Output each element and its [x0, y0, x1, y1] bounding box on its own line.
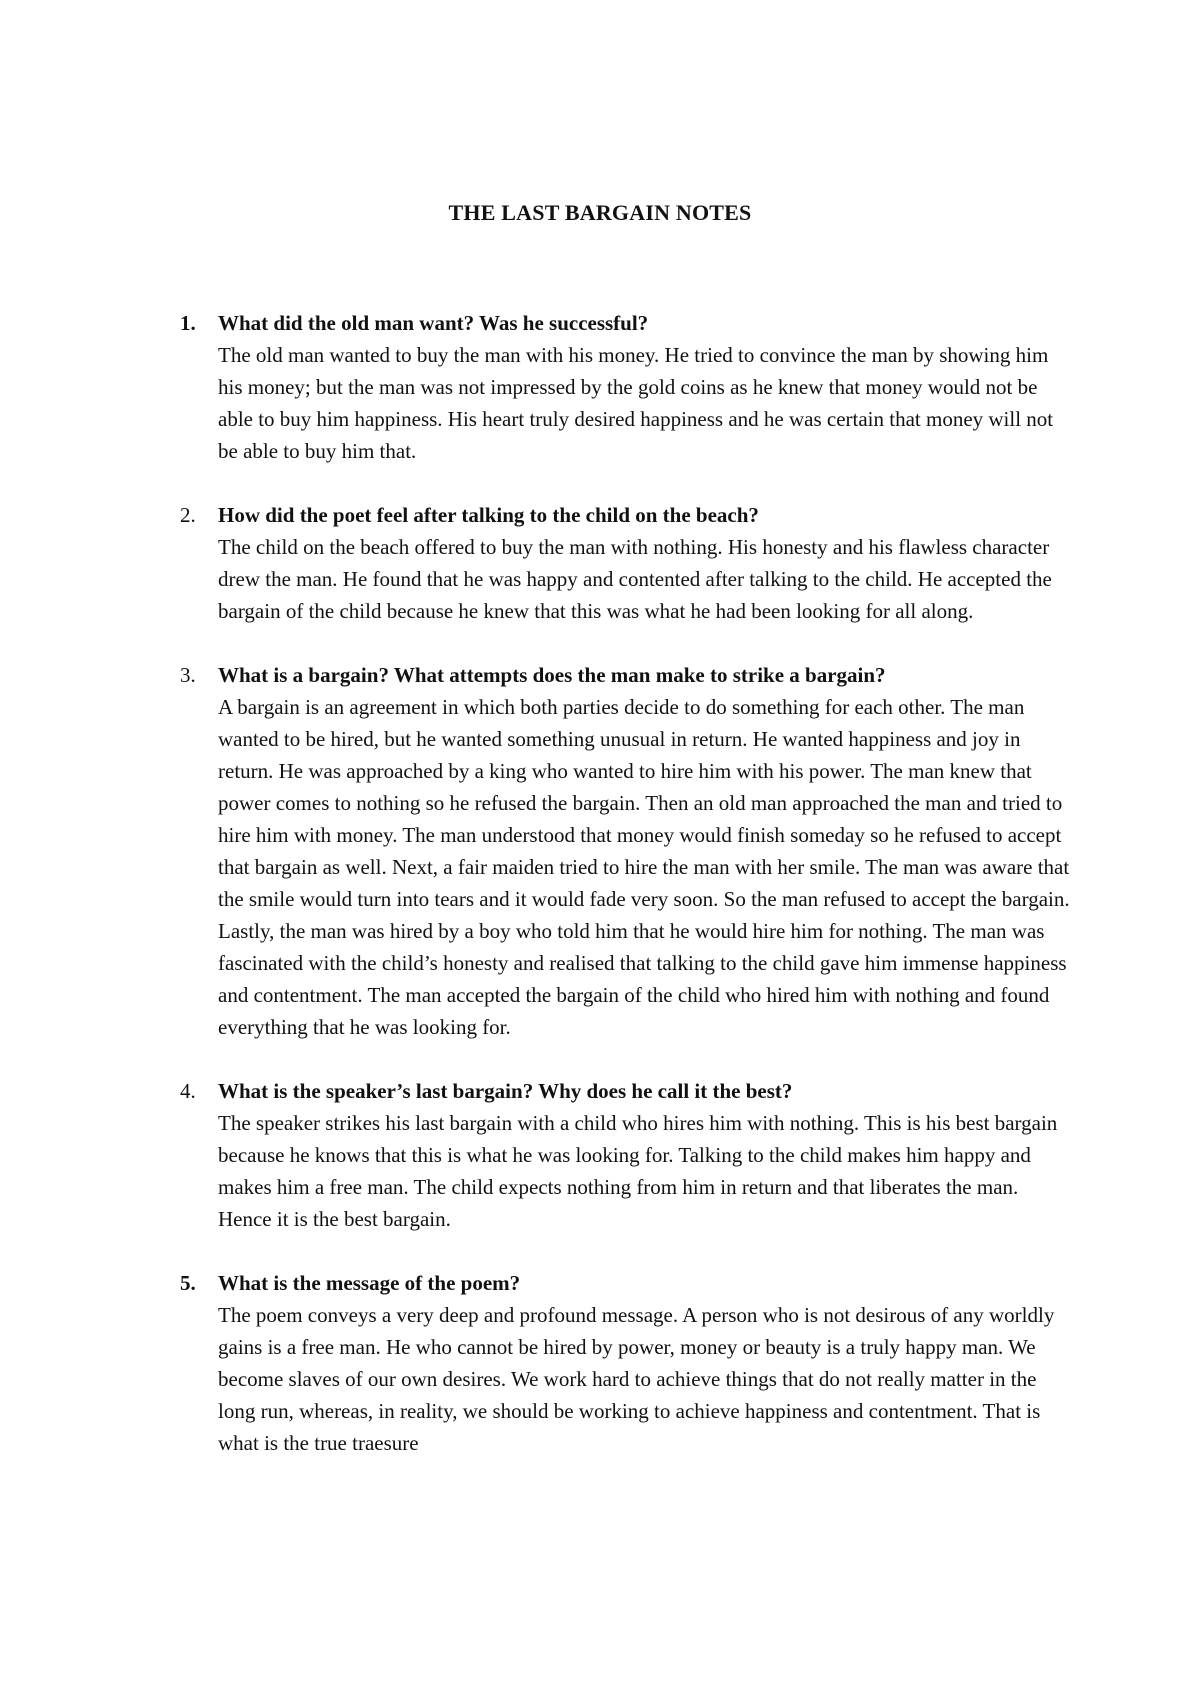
list-item — [0, 659, 1200, 1043]
item-number: 1. — [180, 311, 196, 335]
item-number: 3. — [180, 663, 196, 687]
document-title: THE LAST BARGAIN NOTES — [448, 200, 752, 225]
list-item — [0, 499, 1200, 627]
answer-text: The old man wanted to buy the man with his money. He tried to convince the man by showing him his money; but the man was not impressed by the gold coins as he knew that money would not be able to buy him happiness. His heart truly desired happiness and he was certain that money will not be able to buy him that. — [218, 343, 1054, 463]
list-item — [0, 307, 1200, 467]
item-number: 2. — [180, 503, 196, 527]
list-item — [0, 1075, 1200, 1235]
item-number: 4. — [180, 1079, 196, 1103]
question-heading: What is the message of the poem? — [218, 1271, 521, 1295]
answer-text: The child on the beach offered to buy the man with nothing. His honesty and his flawless character drew the man. He found that he was happy and contented after talking to the child. He accepted the bargain of the child because he knew that this was what he had been looking for all along. — [218, 535, 1052, 623]
question-list — [0, 307, 1200, 1491]
list-item — [0, 1267, 1200, 1459]
question-heading: How did the poet feel after talking to the child on the beach? — [218, 503, 759, 527]
question-heading: What is a bargain? What attempts does the man make to strike a bargain? — [218, 663, 886, 687]
question-heading: What is the speaker’s last bargain? Why does he call it the best? — [218, 1079, 793, 1103]
item-number: 5. — [180, 1271, 196, 1295]
answer-text: The speaker strikes his last bargain with a child who hires him with nothing. This is his best bargain because he knows that this is what he was looking for. Talking to the child makes him happy and makes him a free man. The child expects nothing from him in return and that liberates the man. Hence it is the best bargain. — [218, 1111, 1058, 1231]
answer-text: The poem conveys a very deep and profound message. A person who is not desirous of any worldly gains is a free man. He who cannot be hired by power, money or beauty is a truly happy man. We become slaves of our own desires. We work hard to achieve things that do not really matter in the long run, whereas, in reality, we should be working to achieve happiness and contentment. That is what is the true traesure — [218, 1303, 1055, 1455]
question-heading: What did the old man want? Was he successful? — [218, 311, 649, 335]
answer-text: A bargain is an agreement in which both parties decide to do something for each other. The man wanted to be hired, but he wanted something unusual in return. He wanted happiness and joy in return. He was approached by a king who wanted to hire him with his power. The man knew that power comes to nothing so he refused the bargain. Then an old man approached the man and tried to hire him with money. The man understood that money would finish someday so he refused to accept that bargain as well. Next, a fair maiden tried to hire the man with her smile. The man was aware that the smile would turn into tears and it would fade very soon. So the man refused to accept the bargain. Lastly, the man was hired by a boy who told him that he would hire him for nothing. The man was fascinated with the child’s honesty and realised that talking to the child gave him immense happiness and contentment. The man accepted the bargain of the child who hired him with nothing and found everything that he was looking for. — [218, 695, 1070, 1039]
